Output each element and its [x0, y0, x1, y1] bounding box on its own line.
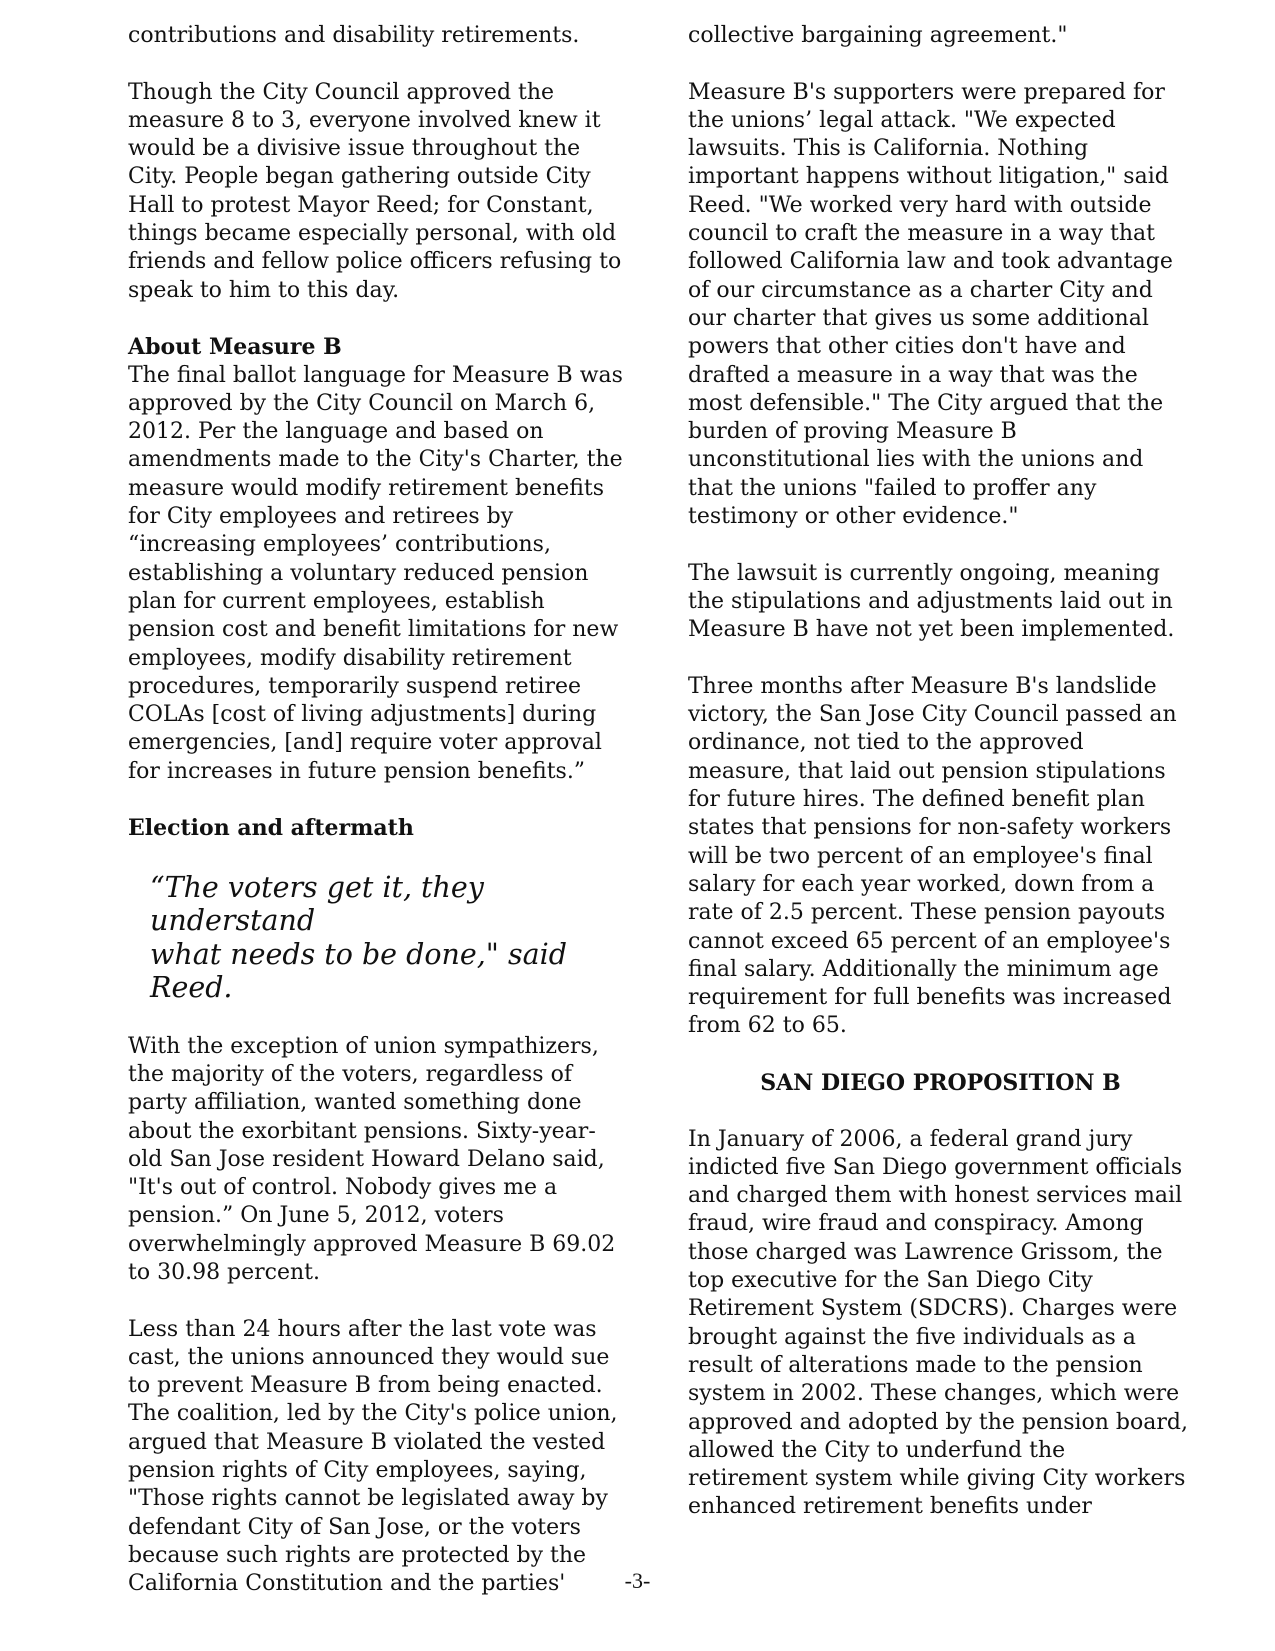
- paragraph-council-approval: Though the City Council approved the measure 8 to 3, everyone involved knew it would be a divisive issue throughout the City. People began gathering outside City Hall to protest Mayor Reed; for Constant, things became especially personal, with old friends and fellow police officers refusing to speak to him to this day.: [128, 79, 622, 303]
- paragraph-lawsuit-ongoing: The lawsuit is currently ongoing, meaning the stipulations and adjustments laid out in Measure B have not yet been implemented.: [688, 560, 1175, 643]
- right-column: [688, 22, 1193, 1550]
- page-number: -3-: [624, 1568, 651, 1593]
- paragraph-bargaining: collective bargaining agreement.": [688, 23, 1068, 48]
- paragraph-ballot-language: The final ballot language for Measure B was approved by the City Council on March 6, 2012. Per the language and based on amendments made to the City's Charter, the measure would modify retirement benefits for City employees and retirees by “increasing employees’ contributions, establishing a voluntary reduced pension plan for current employees, establish pension cost and benefit limitations for new employees, modify disability retirement procedures, temporarily suspend retiree COLAs [cost of living adjustments] during emergencies, [and] require voter approval for increases in future pension benefits.”: [128, 362, 623, 784]
- paragraph-ordinance: Three months after Measure B's landslide victory, the San Jose City Council passed an ordinance, not tied to the approved measure, that laid out pension stipulations for future hires. The defined benefit plan states that pensions for non-safety workers will be two percent of an employee's final salary for each year worked, down from a rate of 2.5 percent. These pension payouts cannot exceed 65 percent of an employee's final salary. Additionally the minimum age requirement for full benefits was increased from 62 to 65.: [688, 673, 1177, 1039]
- heading-san-diego-proposition-b: SAN DIEGO PROPOSITION B: [760, 1069, 1121, 1096]
- left-column: [128, 22, 633, 1627]
- paragraph-contributions: contributions and disability retirements.: [128, 23, 580, 48]
- paragraph-grand-jury: In January of 2006, a federal grand jury indicted five San Diego government officials and charged them with honest services mail fraud, wire fraud and conspiracy. Among those charged was Lawrence Grissom, the top executive for the San Diego City Retirement System (SDCRS). Charges were brought against the five individuals as a result of alterations made to the pension system in 2002. These changes, which were approved and adopted by the pension board, allowed the City to underfund the retirement system while giving City workers enhanced retirement benefits under: [688, 1126, 1188, 1520]
- heading-election-aftermath: Election and aftermath: [128, 815, 414, 842]
- paragraph-unions-sue: Less than 24 hours after the last vote was cast, the unions announced they would sue to prevent Measure B from being enacted. The coalition, led by the City's police union, argued that Measure B violated the vested pension rights of City employees, saying, "Those rights cannot be legislated away by defendant City of San Jose, or the voters because such rights are protected by the California Constitution and the parties': [128, 1316, 618, 1597]
- paragraph-voters: With the exception of union sympathizers, the majority of the voters, regardless of party affiliation, wanted something done about the exorbitant pensions. Sixty-year- old San Jose resident Howard Delano said, "It's out of control. Nobody gives me a pension.” On June 5, 2012, voters overwhelmingly approved Measure B 69.02 to 30.98 percent.: [128, 1033, 616, 1285]
- paragraph-supporters: Measure B's supporters were prepared for the unions’ legal attack. "We expected lawsuits. This is California. Nothing important happens without litigation," said Reed. "We worked very hard with outside council to craft the measure in a way that followed California law and took advantage of our circumstance as a charter City and our charter that gives us some additional powers that other cities don't have and drafted a measure in a way that was the most defensible." The City argued that the burden of proving Measure B unconstitutional lies with the unions and that the unions "failed to proffer any testimony or other evidence.": [688, 79, 1173, 530]
- pull-quote: “The voters get it, they understand what needs to be done," said Reed.: [150, 870, 567, 1005]
- heading-about-measure-b: About Measure B: [128, 334, 342, 361]
